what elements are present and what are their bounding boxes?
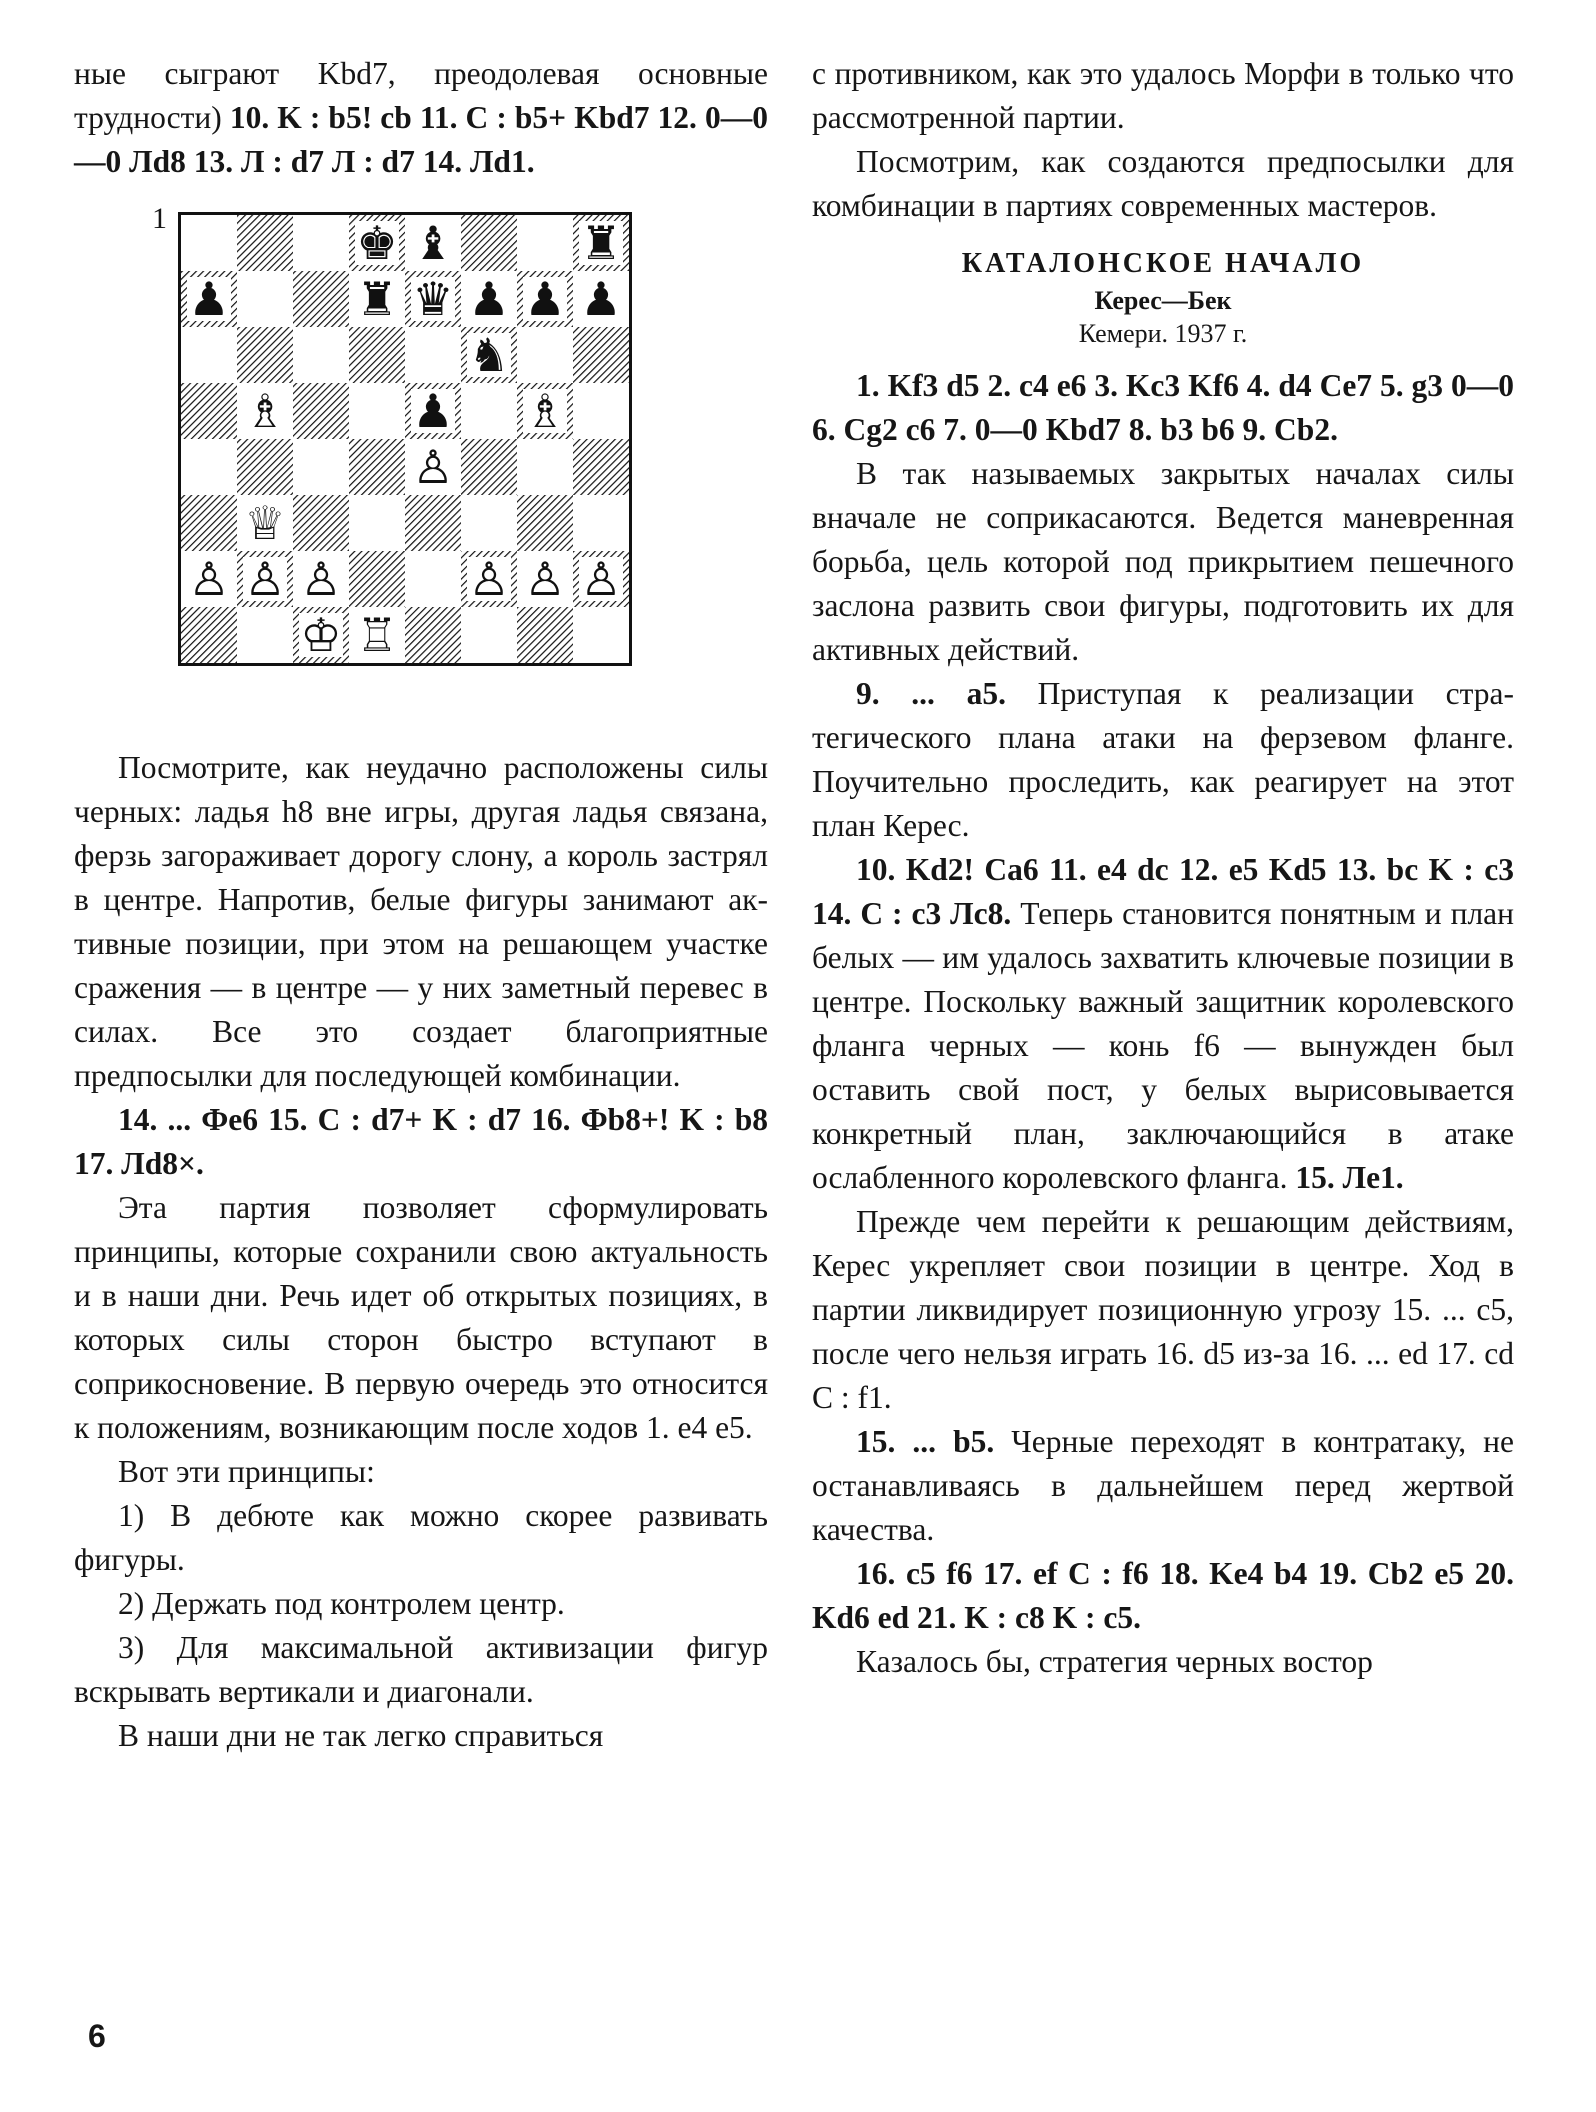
square-a5 bbox=[181, 383, 237, 439]
black-rook-h8-icon: ♜ bbox=[580, 216, 622, 270]
text-run: Приступая к реализации стратегического плана атаки на ферзевом фланге. Поучительно проследить, как реагирует на этот план Керес. bbox=[812, 676, 1514, 843]
square-d5 bbox=[349, 383, 405, 439]
moves-notation: 15. ... b5. bbox=[856, 1424, 995, 1459]
black-pawn-g7-icon: ♟ bbox=[524, 272, 566, 326]
square-c4 bbox=[293, 439, 349, 495]
principle-1: 1) В дебюте как можно скорее развивать фигуры. bbox=[74, 1498, 768, 1577]
square-g1 bbox=[517, 607, 573, 663]
moves-notation: 9. ... a5. bbox=[856, 676, 1006, 711]
right-paragraph-last: Казалось бы, стратегия черных востор bbox=[856, 1644, 1373, 1679]
moves-notation: 10. Kd2! Ca6 11. e4 dc 12. e5 Kd5 13. bc K : c3 14. C : c3 Лc8. bbox=[812, 852, 1514, 931]
right-paragraph-1: с противником, как это удалось Морфи в только что рассмотренной партии. bbox=[812, 56, 1514, 135]
square-d2 bbox=[349, 551, 405, 607]
square-e6 bbox=[405, 327, 461, 383]
square-h1 bbox=[573, 607, 629, 663]
square-e1 bbox=[405, 607, 461, 663]
chess-diagram bbox=[74, 202, 768, 722]
square-h3 bbox=[573, 495, 629, 551]
square-c8 bbox=[293, 215, 349, 271]
square-c6 bbox=[293, 327, 349, 383]
left-paragraph-last: В наши дни не так легко справиться bbox=[118, 1718, 604, 1753]
black-bishop-e8-icon: ♝ bbox=[412, 216, 454, 270]
black-pawn-f7-icon: ♟ bbox=[468, 272, 510, 326]
white-pawn-a2-icon: ♙ bbox=[188, 552, 230, 606]
white-bishop-b5-icon: ♗ bbox=[244, 384, 286, 438]
square-a1 bbox=[181, 607, 237, 663]
square-e3 bbox=[405, 495, 461, 551]
black-rook-d7-icon: ♜ bbox=[356, 272, 398, 326]
right-moves-final: 16. c5 f6 17. ef C : f6 18. Ke4 b4 19. Cb2 e5 20. Kd6 ed 21. K : c8 K : c5. bbox=[812, 1556, 1514, 1635]
square-h5 bbox=[573, 383, 629, 439]
game-place: Кемери. 1937 г. bbox=[1078, 319, 1248, 348]
game-players: Керес—Бек bbox=[1094, 286, 1232, 315]
square-g8 bbox=[517, 215, 573, 271]
right-paragraph-4 bbox=[812, 672, 1514, 848]
left-paragraph-4: Вот эти принципы: bbox=[118, 1454, 375, 1489]
white-rook-d1-icon: ♖ bbox=[356, 608, 398, 662]
square-f3 bbox=[461, 495, 517, 551]
principle-2: 2) Держать под контролем центр. bbox=[118, 1586, 565, 1621]
right-paragraph-6: Прежде чем перейти к решающим действиям, Керес укрепляет свои позиции в центре. Ход в партии ликвидирует позиционную угрозу 15. ... c5, после чего нельзя играть 16. d5 из-за 16. ... ed 17. cd C : f1. bbox=[812, 1204, 1514, 1415]
square-h4 bbox=[573, 439, 629, 495]
black-pawn-e5-icon: ♟ bbox=[412, 384, 454, 438]
white-pawn-h2-icon: ♙ bbox=[580, 552, 622, 606]
square-b4 bbox=[237, 439, 293, 495]
square-b7 bbox=[237, 271, 293, 327]
board-svg bbox=[181, 215, 629, 663]
moves-notation: 10. K : b5! cb 11. C : b5+ Kbd7 12. 0—0—0 Лd8 13. Л : d7 Л : d7 14. Лd1. bbox=[74, 100, 768, 179]
left-paragraph-2: Посмотрите, как неудачно расположены силы черных: ладья h8 вне игры, другая ладья связана, ферзь загораживает дорогу слону, а король застрял в центре. Напротив, белые фигуры занимают активные позиции, при этом на решающем участке сражения — в центре — у них заметный перевес в силах. Все это создает благоприятные предпосылки для последующей комбинации. bbox=[74, 750, 768, 1093]
chess-board bbox=[178, 212, 632, 666]
text-run: Черные переходят в контратаку, не останавливаясь в дальнейшем перед жертвой качества. bbox=[812, 1424, 1514, 1547]
white-pawn-b2-icon: ♙ bbox=[244, 552, 286, 606]
square-b1 bbox=[237, 607, 293, 663]
white-pawn-e4-icon: ♙ bbox=[412, 440, 454, 494]
white-pawn-c2-icon: ♙ bbox=[300, 552, 342, 606]
black-king-d8-icon: ♚ bbox=[356, 216, 398, 270]
square-b8 bbox=[237, 215, 293, 271]
square-c5 bbox=[293, 383, 349, 439]
white-pawn-g2-icon: ♙ bbox=[524, 552, 566, 606]
page-number: 6 bbox=[88, 2018, 106, 2054]
square-a8 bbox=[181, 215, 237, 271]
square-d6 bbox=[349, 327, 405, 383]
left-column bbox=[74, 52, 768, 1758]
square-f8 bbox=[461, 215, 517, 271]
white-pawn-f2-icon: ♙ bbox=[468, 552, 510, 606]
square-h6 bbox=[573, 327, 629, 383]
square-f5 bbox=[461, 383, 517, 439]
black-pawn-a7-icon: ♟ bbox=[188, 272, 230, 326]
right-paragraph-7 bbox=[812, 1420, 1514, 1552]
left-paragraph-3: Эта партия позволяет сформулировать принципы, которые сохранили свою актуальность и в наши дни. Речь идет об открытых позициях, в которых силы сторон быстро вступают в соприкосновение. В первую очередь это относится к положениям, возникающим после ходов 1. e4 e5. bbox=[74, 1190, 768, 1445]
section-heading: КАТАЛОНСКОЕ НАЧАЛО bbox=[961, 248, 1365, 279]
square-g6 bbox=[517, 327, 573, 383]
principle-3: 3) Для максимальной активизации фигур вскрывать вертикали и диагонали. bbox=[74, 1630, 768, 1709]
black-knight-f6-icon: ♞ bbox=[468, 328, 510, 382]
square-a6 bbox=[181, 327, 237, 383]
square-a4 bbox=[181, 439, 237, 495]
text-run: ные сыграют Kbd7, преодолевая основные трудности) bbox=[74, 56, 768, 135]
square-d4 bbox=[349, 439, 405, 495]
square-e2 bbox=[405, 551, 461, 607]
right-paragraph-2: Посмотрим, как создаются предпосылки для комбинации в партиях современных мастеров. bbox=[812, 144, 1514, 223]
square-g4 bbox=[517, 439, 573, 495]
square-c7 bbox=[293, 271, 349, 327]
square-c3 bbox=[293, 495, 349, 551]
black-pawn-h7-icon: ♟ bbox=[580, 272, 622, 326]
left-paragraph-1 bbox=[74, 52, 768, 184]
black-queen-e7-icon: ♛ bbox=[412, 272, 454, 326]
text-run: Теперь становится понятным и план белых — им удалось захватить ключевые позиции в центре. Поскольку важный защитник королевского фланга черных — конь f6 — вынужден был оставить свой пост, у белых вырисовывается конкретный план, заключающийся в атаке ослабленного королевского фланга. bbox=[812, 896, 1514, 1195]
diagram-number: 1 bbox=[152, 202, 167, 235]
white-king-c1-icon: ♔ bbox=[300, 608, 342, 662]
square-b6 bbox=[237, 327, 293, 383]
right-paragraph-5 bbox=[812, 848, 1514, 1200]
right-column bbox=[812, 52, 1514, 1684]
square-g3 bbox=[517, 495, 573, 551]
white-queen-b3-icon: ♕ bbox=[244, 496, 286, 550]
opening-moves: 1. Kf3 d5 2. c4 e6 3. Kc3 Kf6 4. d4 Ce7 5. g3 0—0 6. Cg2 c6 7. 0—0 Kbd7 8. b3 b6 9. Cb2. bbox=[812, 368, 1514, 447]
white-bishop-g5-icon: ♗ bbox=[524, 384, 566, 438]
square-f1 bbox=[461, 607, 517, 663]
moves-notation: 15. Лe1. bbox=[1295, 1160, 1404, 1195]
square-d3 bbox=[349, 495, 405, 551]
right-paragraph-3: В так называемых закрытых началах силы вначале не соприкасаются. Ведется маневренная борьба, цель которой под прикрытием пешечного заслона развить свои фигуры, подготовить их для активных действий. bbox=[812, 456, 1514, 667]
square-a3 bbox=[181, 495, 237, 551]
square-f4 bbox=[461, 439, 517, 495]
left-moves-2: 14. ... Фe6 15. C : d7+ K : d7 16. Фb8+! K : b8 17. Лd8×. bbox=[74, 1102, 768, 1181]
